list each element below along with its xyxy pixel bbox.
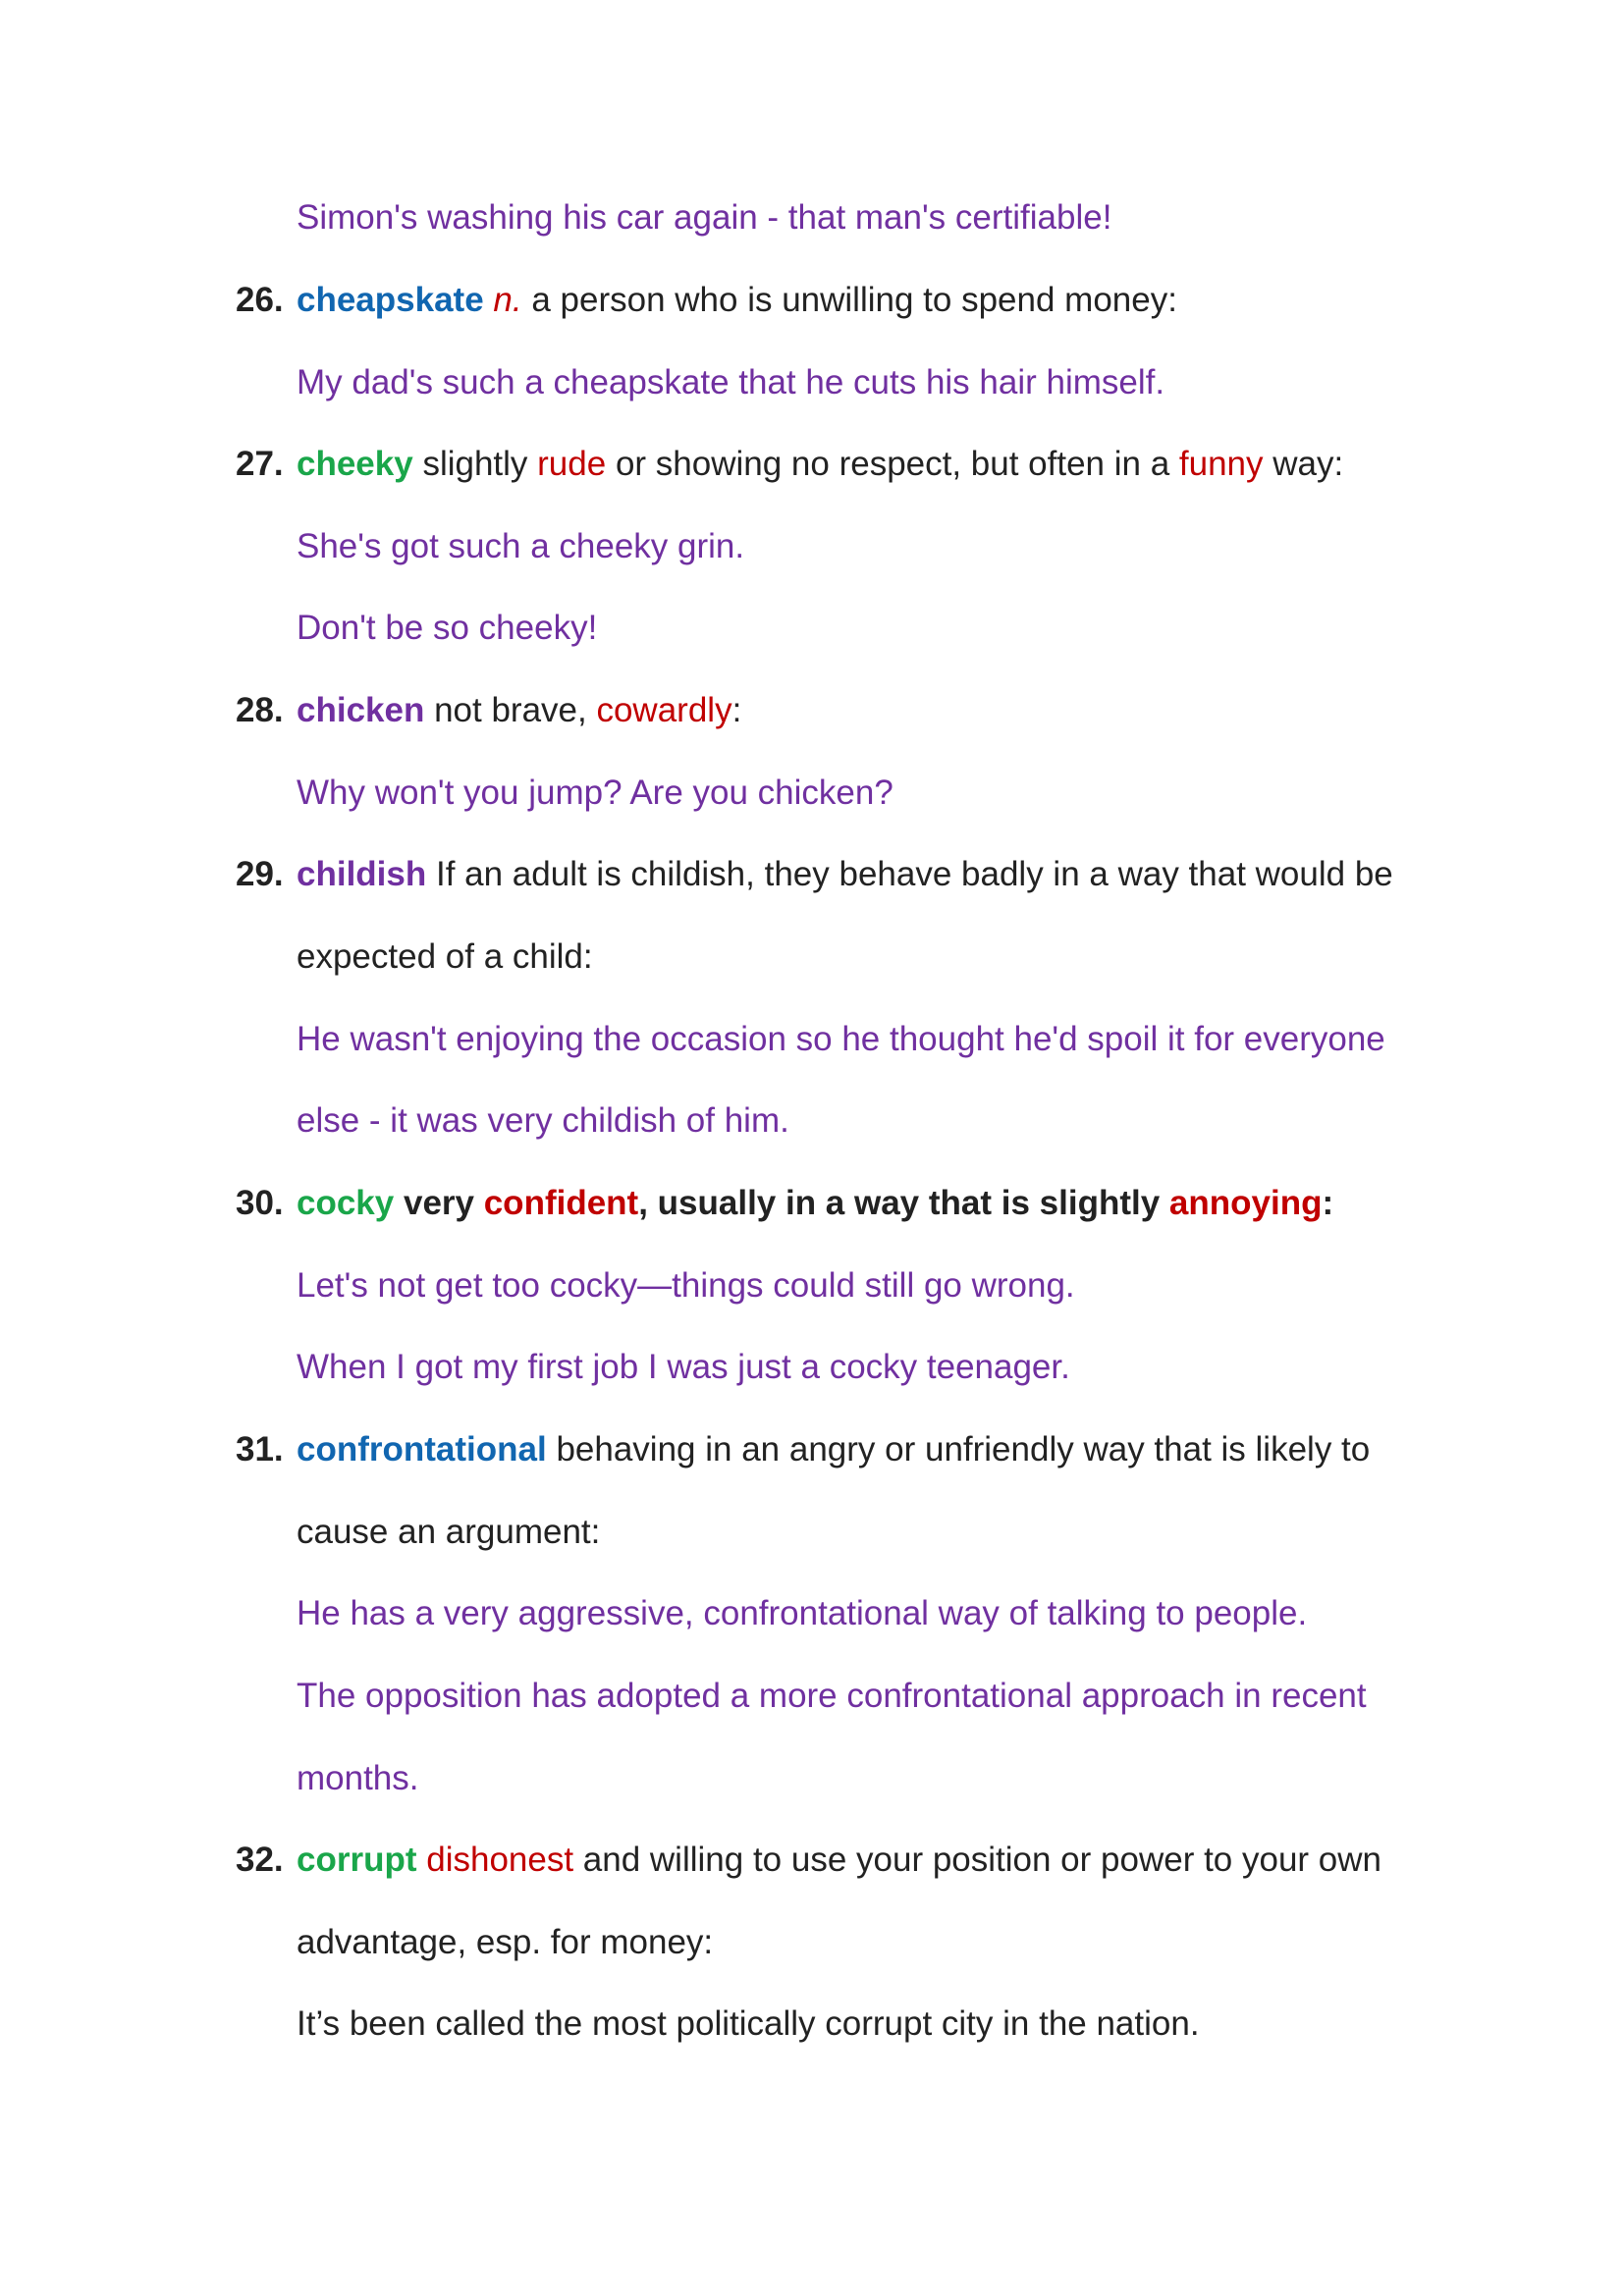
example-29-1-line-1: He wasn't enjoying the occasion so he thought he'd spoil it for everyone (297, 1020, 1385, 1058)
example-32-1: It’s been called the most politically corrupt city in the nation. (297, 2004, 1200, 2043)
definition-part: : (1322, 1184, 1334, 1222)
definition-part: way: (1263, 445, 1344, 483)
example-31-2-line-2: months. (297, 1759, 419, 1797)
headword-cheapskate: cheapskate (297, 281, 484, 319)
keyword-funny: funny (1178, 445, 1264, 483)
entry-32 (236, 1839, 1382, 1882)
entry-number: 27. (236, 445, 284, 483)
entry-number: 29. (236, 855, 284, 893)
definition-part: or showing no respect, but often in a (606, 445, 1179, 483)
keyword-annoying: annoying (1168, 1184, 1323, 1222)
example-30-2: When I got my first job I was just a cocky teenager. (297, 1348, 1070, 1386)
definition-line-2: cause an argument: (297, 1513, 601, 1551)
example-25-1: Simon's washing his car again - that man's certifiable! (297, 198, 1112, 237)
entry-number: 28. (236, 691, 284, 729)
keyword-cowardly: cowardly (596, 691, 732, 729)
entry-number: 31. (236, 1430, 284, 1468)
definition-part (417, 1841, 427, 1879)
example-28-1: Why won't you jump? Are you chicken? (297, 774, 893, 812)
headword-chicken: chicken (297, 691, 425, 729)
definition-part: not brave, (424, 691, 597, 729)
definition-line-2: expected of a child: (297, 937, 593, 976)
entry-28 (236, 689, 742, 732)
entry-29 (236, 853, 1393, 896)
keyword-dishonest: dishonest (426, 1841, 574, 1879)
example-29-1-line-2: else - it was very childish of him. (297, 1101, 789, 1140)
definition-line-1: If an adult is childish, they behave badly in a way that would be (426, 855, 1393, 893)
part-of-speech: n. (493, 281, 522, 319)
entry-number: 32. (236, 1841, 284, 1879)
entry-31 (236, 1428, 1371, 1471)
keyword-rude: rude (537, 445, 607, 483)
entry-26 (236, 279, 1177, 322)
entry-27 (236, 443, 1344, 486)
definition: a person who is unwilling to spend money: (521, 281, 1177, 319)
definition-part: very (394, 1184, 484, 1222)
definition-part: , usually in a way that is slightly (638, 1184, 1169, 1222)
example-27-2: Don't be so cheeky! (297, 609, 598, 647)
example-30-1: Let's not get too cocky—things could still go wrong. (297, 1266, 1075, 1305)
definition-line-1: behaving in an angry or unfriendly way that is likely to (546, 1430, 1371, 1468)
definition-part: slightly (412, 445, 538, 483)
definition-line-2: advantage, esp. for money: (297, 1923, 714, 1961)
headword-cocky: cocky (297, 1184, 395, 1222)
example-31-2-line-1: The opposition has adopted a more confrontational approach in recent (297, 1677, 1367, 1715)
headword-childish: childish (297, 855, 427, 893)
example-27-1: She's got such a cheeky grin. (297, 527, 745, 565)
headword-corrupt: corrupt (297, 1841, 417, 1879)
keyword-confident: confident (483, 1184, 639, 1222)
entry-number: 30. (236, 1184, 284, 1222)
headword-cheeky: cheeky (297, 445, 413, 483)
example-31-1: He has a very aggressive, confrontational way of talking to people. (297, 1594, 1308, 1632)
headword-confrontational: confrontational (297, 1430, 547, 1468)
example-26-1: My dad's such a cheapskate that he cuts his hair himself. (297, 363, 1165, 401)
definition-part: and willing to use your position or power to your own (573, 1841, 1382, 1879)
entry-number: 26. (236, 281, 284, 319)
definition-part: : (731, 691, 742, 729)
entry-30 (236, 1182, 1334, 1225)
